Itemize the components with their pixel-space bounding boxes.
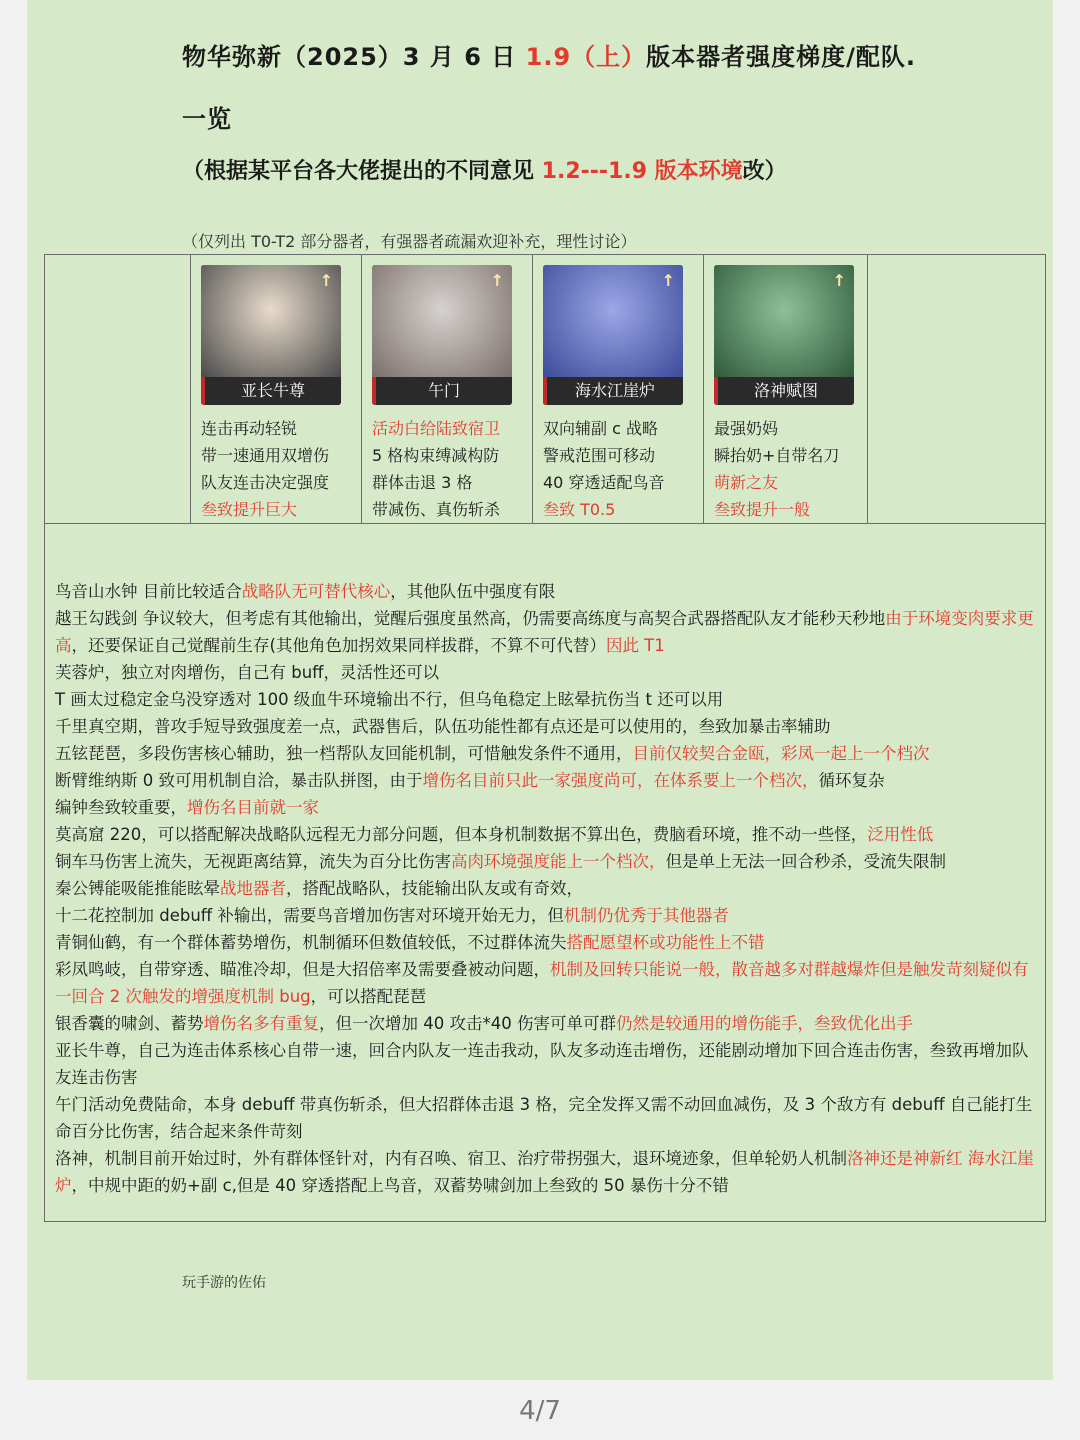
analysis-text-run: T 画太过稳定金乌没穿透对 100 级血牛环境输出不行，但乌龟稳定上眩晕抗伤当 t 还可以用	[55, 690, 724, 709]
analysis-text-run: 银香囊的啸剑、蓄势	[55, 1014, 204, 1033]
analysis-text-run: 千里真空期，普攻手短导致强度差一点，武器售后，队伍功能性都有点还是可以使用的，叁致加暴击率辅助	[55, 717, 831, 736]
character-note-line: 带一速通用双增伤	[201, 446, 330, 465]
analysis-text-run: 断臂维纳斯 0 致可用机制自洽，暴击队拼图，由于	[55, 771, 423, 790]
analysis-text-run: 鸟音山水钟 目前比较适合	[55, 582, 242, 601]
analysis-paragraph	[55, 902, 1037, 929]
analysis-paragraph	[55, 875, 1037, 902]
analysis-paragraph	[55, 605, 1037, 659]
analysis-text-run: 五铉琵琶，多段伤害核心辅助，独一档帮队友回能机制，可惜触发条件不通用，	[55, 744, 633, 763]
character-note-highlight: 叁致提升巨大	[201, 500, 298, 519]
analysis-paragraph	[55, 794, 1037, 821]
character-note-line: 带减伤、真伤斩杀	[372, 500, 501, 519]
character-column	[190, 255, 361, 523]
character-notes	[714, 415, 874, 523]
analysis-highlight: 增伤名多有重复	[203, 1014, 319, 1033]
character-portrait[interactable]	[372, 265, 512, 405]
analysis-highlight: 泛用性低	[867, 825, 934, 844]
character-name: 午门	[372, 377, 512, 405]
author-signature: 玩手游的佐佑	[182, 1275, 266, 1291]
upgrade-arrow-icon: ↑	[661, 271, 675, 290]
analysis-text-run: 莫高窟 220，可以搭配解决战略队远程无力部分问题，但本身机制数据不算出色，费脑看环境，推不动一些怪，	[55, 825, 868, 844]
page-title	[182, 26, 1022, 150]
analysis-text-run: 芙蓉炉，独立对肉增伤，自己有 buff，灵活性还可以	[55, 663, 440, 682]
analysis-highlight: 战略队无可替代核心	[241, 582, 391, 601]
analysis-paragraph	[55, 713, 1037, 740]
analysis-paragraph	[55, 686, 1037, 713]
analysis-paragraph	[55, 848, 1037, 875]
character-note-line: 最强奶妈	[714, 419, 779, 438]
title-version-highlight: 1.9（上）	[525, 43, 647, 71]
analysis-highlight: 增伤名目前只此一家强度尚可，在体系要上一个档次，	[422, 771, 819, 790]
analysis-text-run: 青铜仙鹤，有一个群体蓄势增伤，机制循环但数值较低，不过群体流失	[55, 933, 567, 952]
analysis-paragraph	[55, 1037, 1037, 1091]
analysis-text-run: 彩凤鸣岐，自带穿透、瞄准冷却，但是大招倍率及需要叠被动问题，	[55, 960, 550, 979]
document-page	[27, 0, 1053, 1380]
analysis-text-run: 十二花控制加 debuff 补输出，需要鸟音增加伤害对环境开始无力，但	[55, 906, 564, 925]
analysis-text-run: 越王勾践剑 争议较大，但考虑有其他输出，觉醒后强度虽然高，仍需要高练度与高契合武器搭配队友才能秒天秒地	[55, 609, 886, 628]
analysis-highlight: 增伤名目前就一家	[187, 798, 319, 817]
empty-column	[867, 255, 1047, 523]
analysis-text-run: 循环复杂	[818, 771, 885, 790]
character-note-line: 40 穿透适配鸟音	[543, 473, 665, 492]
character-portrait[interactable]	[714, 265, 854, 405]
analysis-highlight: 目前仅较契合金瓯，彩凤一起上一个档次	[632, 744, 930, 763]
analysis-paragraph	[55, 767, 1037, 794]
analysis-paragraph	[55, 1091, 1037, 1145]
analysis-text-run: 午门活动免费陆命，本身 debuff 带真伤斩杀，但大招群体击退 3 格，完全发挥又需不动回血减伤，及 3 个敌方有 debuff 自己能打生命百分比伤害，结合起来条件苛刻	[55, 1095, 1033, 1141]
upgrade-arrow-icon: ↑	[490, 271, 504, 290]
analysis-text	[55, 578, 1037, 1199]
upgrade-arrow-icon: ↑	[832, 271, 846, 290]
character-note-line: 5 格构束缚减构防	[372, 446, 500, 465]
analysis-highlight: 搭配愿望杯或功能性上不错	[566, 933, 765, 952]
character-name: 亚长牛尊	[201, 377, 341, 405]
character-note-line: 双向辅副 c 战略	[543, 419, 658, 438]
upgrade-arrow-icon: ↑	[319, 271, 333, 290]
analysis-box	[44, 524, 1046, 1222]
analysis-text-run: 但是单上无法一回合秒杀，受流失限制	[665, 852, 946, 871]
analysis-paragraph	[55, 659, 1037, 686]
title-text: 物华弥新（2025）3 月 6 日	[182, 43, 526, 71]
analysis-text-run: ，其他队伍中强度有限	[390, 582, 556, 601]
character-note-line: 瞬抬奶+自带名刀	[714, 446, 840, 465]
character-note-line: 警戒范围可移动	[543, 446, 656, 465]
analysis-paragraph	[55, 1010, 1037, 1037]
character-name: 海水江崖炉	[543, 377, 683, 405]
analysis-paragraph	[55, 929, 1037, 956]
analysis-text-run: ，搭配战略队，技能输出队友或有奇效，	[286, 879, 583, 898]
scope-note: （仅列出 T0-T2 部分器者，有强器者疏漏欢迎补充，理性讨论）	[182, 232, 637, 251]
character-note-line: 队友连击决定强度	[201, 473, 330, 492]
character-note-highlight: 活动白给陆致宿卫	[372, 419, 501, 438]
subtitle-highlight: 1.2---1.9 版本环境	[541, 159, 743, 184]
analysis-text-run: 亚长牛尊，自己为连击体系核心自带一速，回合内队友一连击我动，队友多动连击增伤，还能剧动增加下回合连击伤害，叁致再增加队友连击伤害	[55, 1041, 1029, 1087]
analysis-highlight: 高肉环境强度能上一个档次，	[451, 852, 666, 871]
character-name: 洛神赋图	[714, 377, 854, 405]
character-column	[361, 255, 532, 523]
character-note-highlight: 叁致提升一般	[714, 500, 811, 519]
page-indicator[interactable]: 4/7	[519, 1396, 561, 1426]
analysis-highlight: 因此 T1	[605, 636, 665, 655]
analysis-highlight: 由于环境变肉要求更高	[55, 609, 1034, 655]
character-note-line: 连击再动轻锐	[201, 419, 298, 438]
analysis-paragraph	[55, 740, 1037, 767]
analysis-highlight: 仍然是较通用的增伤能手，叁致优化出手	[615, 1014, 913, 1033]
analysis-text-run: 秦公镈能吸能推能眩晕	[55, 879, 220, 898]
character-notes	[543, 415, 703, 523]
title-line2: 一览	[182, 105, 232, 133]
analysis-text-run: ，还要保证自己觉醒前生存(其他角色加拐效果同样拔群，不算不可代替）	[71, 636, 606, 655]
analysis-text-run: ，可以搭配琵琶	[310, 987, 427, 1006]
subtitle-end: 改）	[742, 159, 787, 184]
analysis-highlight: 机制及回转只能说一般，散音越多对群越爆炸但是触发苛刻疑似有一回合 2 次触发的增强度机制 bug	[55, 960, 1029, 1006]
analysis-text-run: 编钟叁致较重要，	[55, 798, 187, 817]
character-column	[703, 255, 867, 523]
analysis-paragraph	[55, 821, 1037, 848]
subtitle-text: （根据某平台各大佬提出的不同意见	[182, 159, 542, 184]
analysis-text-run: 铜车马伤害上流失，无视距离结算，流失为百分比伤害	[55, 852, 451, 871]
analysis-highlight: 战地器者	[220, 879, 286, 898]
page-subtitle	[182, 150, 1022, 194]
character-table	[44, 254, 1046, 524]
character-portrait[interactable]	[201, 265, 341, 405]
character-column	[532, 255, 703, 523]
analysis-paragraph	[55, 578, 1037, 605]
analysis-paragraph	[55, 1145, 1037, 1199]
analysis-text-run: 洛神，机制目前开始过时，外有群体怪针对，内有召唤、宿卫、治疗带拐强大，退环境迹象，但单轮奶人机制	[55, 1149, 847, 1168]
analysis-text-run: ，但一次增加 40 攻击*40 伤害可单可群	[319, 1014, 616, 1033]
analysis-highlight: 洛神还是神新红 海水江崖炉	[55, 1149, 1034, 1195]
character-notes	[201, 415, 361, 523]
title-text-end: 版本器者强度梯度/配队.	[646, 43, 917, 71]
analysis-text-run: ，中规中距的奶+副 c,但是 40 穿透搭配上鸟音，双蓄势啸剑加上叁致的 50 暴伤十分不错	[71, 1176, 729, 1195]
analysis-highlight: 机制仍优秀于其他器者	[563, 906, 729, 925]
analysis-paragraph	[55, 956, 1037, 1010]
character-note-highlight: 萌新之友	[714, 473, 779, 492]
character-notes	[372, 415, 532, 523]
character-note-line: 群体击退 3 格	[372, 473, 473, 492]
character-note-highlight: 叁致 T0.5	[543, 500, 616, 519]
character-portrait[interactable]	[543, 265, 683, 405]
